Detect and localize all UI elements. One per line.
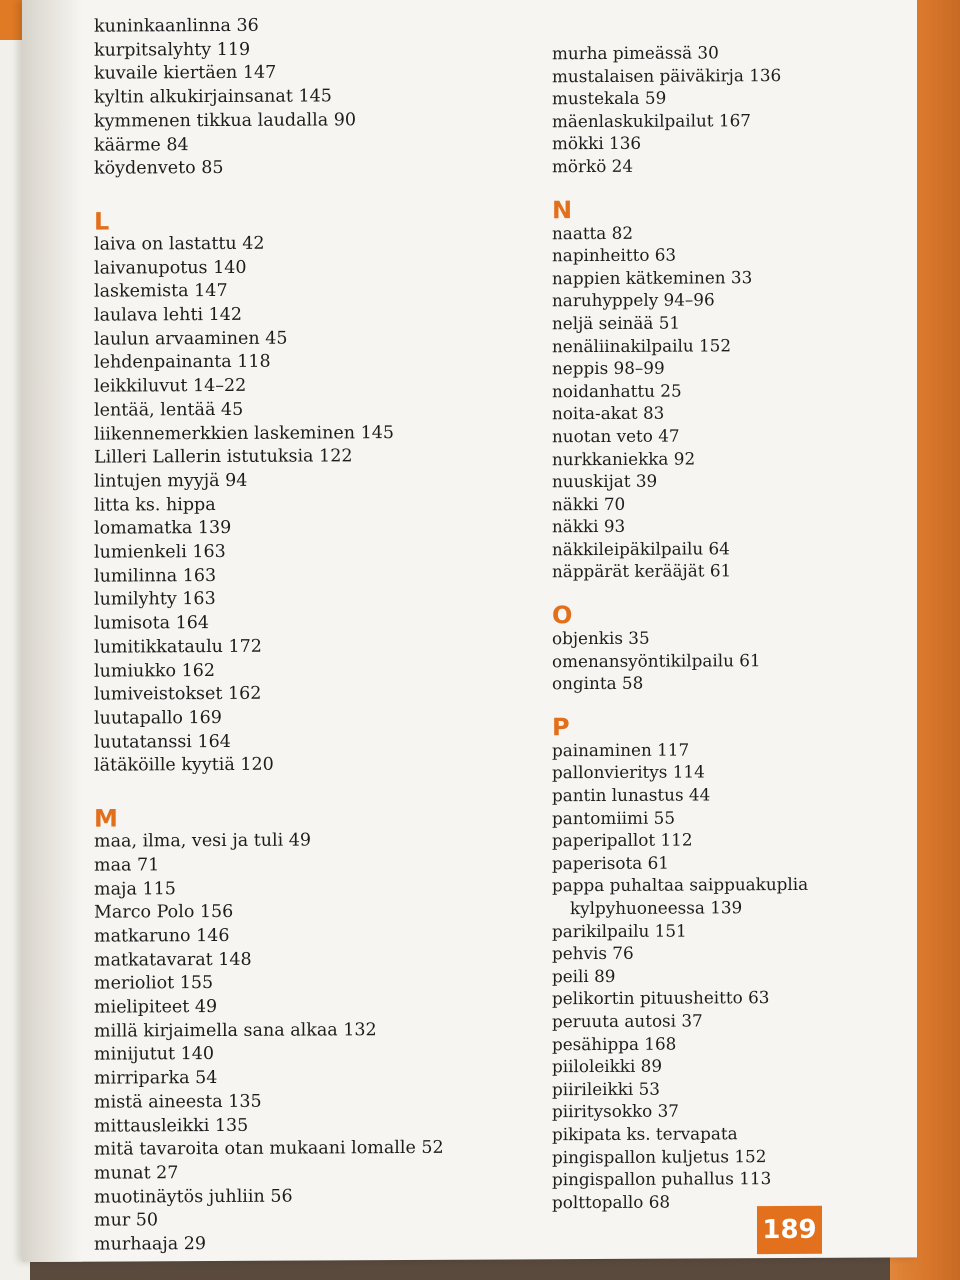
section-letter: O: [552, 601, 573, 630]
index-entry: kylpyhuoneessa 139: [570, 897, 743, 919]
index-entry: munat 27: [94, 1163, 179, 1184]
index-section: [552, 602, 882, 696]
index-entry: omenansyöntikilpailu 61: [552, 649, 761, 671]
index-entry: merioliot 155: [94, 973, 214, 994]
index-entry: mörkö 24: [552, 155, 633, 177]
index-entry: pantomiimi 55: [552, 807, 676, 828]
index-entry-list: [552, 40, 882, 177]
index-entry: näkki 93: [552, 516, 626, 537]
index-entry: litta ks. hippa: [94, 494, 216, 516]
index-entry: matkatavarat 148: [94, 949, 252, 971]
index-entry: laskemista 147: [94, 281, 228, 302]
index-entry: Marco Polo 156: [94, 902, 234, 923]
index-entry: kyltin alkukirjainsanat 145: [94, 86, 332, 108]
index-entry: millä kirjaimella sana alkaa 132: [94, 1019, 377, 1042]
index-entry: maa 71: [94, 855, 160, 876]
index-entry: laulava lehti 142: [94, 304, 243, 326]
index-entry: peili 89: [552, 965, 616, 987]
index-entry-list: [552, 220, 882, 583]
index-entry: pingispallon puhallus 113: [552, 1168, 772, 1190]
index-entry: lumienkeli 163: [94, 541, 226, 563]
index-entry: laulun arvaaminen 45: [94, 328, 288, 350]
index-entry: pallonvieritys 114: [552, 761, 705, 783]
index-entry: noita-akat 83: [552, 402, 665, 424]
index-entry: köydenveto 85: [94, 158, 224, 179]
index-entry: mistä aineesta 135: [94, 1091, 262, 1113]
section-letter: M: [94, 804, 118, 833]
index-entry: pappa puhaltaa saippuakuplia: [552, 874, 809, 896]
index-entry: paperisota 61: [552, 852, 669, 874]
index-column-right: [552, 40, 882, 1213]
index-entry: käärme 84: [94, 134, 189, 156]
index-entry-list: [94, 828, 524, 1257]
index-entry: lumilyhty 163: [94, 589, 216, 611]
index-entry: mustalaisen päiväkirja 136: [552, 64, 782, 86]
index-entry: luutatanssi 164: [94, 731, 231, 753]
index-entry: napinheitto 63: [552, 244, 677, 266]
index-entry: lumisota 164: [94, 613, 210, 634]
index-entry: lumiveistokset 162: [94, 684, 262, 705]
index-entry: naruhyppely 94–96: [552, 289, 715, 311]
index-entry: murha pimeässä 30: [552, 42, 719, 64]
index-entry: murhaaja 29: [94, 1234, 207, 1255]
index-entry: pelikortin pituusheitto 63: [552, 987, 770, 1009]
index-entry: näkki 70: [552, 493, 626, 514]
index-section: [552, 196, 882, 583]
index-entry: lumiukko 162: [94, 660, 216, 682]
index-entry: onginta 58: [552, 672, 644, 694]
index-entry: pantin lunastus 44: [552, 784, 711, 806]
index-entry: pesähippa 168: [552, 1033, 677, 1054]
index-entry: laiva on lastattu 42: [94, 233, 265, 255]
section-letter: P: [552, 712, 570, 742]
index-entry: nenäliinakilpailu 152: [552, 334, 732, 356]
index-section: [94, 207, 524, 778]
index-section: [552, 40, 882, 177]
index-entry: parikilpailu 151: [552, 920, 687, 941]
index-entry: mittausleikki 135: [94, 1115, 249, 1137]
index-entry: lumitikkataulu 172: [94, 636, 262, 658]
index-section: [94, 13, 524, 181]
index-entry: piirileikki 53: [552, 1078, 660, 1099]
index-entry: piiritysokko 37: [552, 1100, 679, 1122]
index-entry-list: [94, 13, 524, 181]
index-entry: paperipallot 112: [552, 829, 693, 851]
index-entry: nappien kätkeminen 33: [552, 266, 753, 288]
index-entry: nuotan veto 47: [552, 425, 680, 447]
index-entry: objenkis 35: [552, 627, 650, 649]
index-entry: kymmenen tikkua laudalla 90: [94, 110, 356, 132]
page-number: 189: [757, 1206, 822, 1254]
index-entry: kuvaile kiertäen 147: [94, 63, 277, 85]
index-entry: laivanupotus 140: [94, 257, 247, 279]
index-entry: liikennemerkkien laskeminen 145: [94, 422, 394, 445]
index-entry: lintujen myyjä 94: [94, 470, 248, 492]
index-entry: näppärät kerääjät 61: [552, 560, 732, 582]
index-entry: kuninkaanlinna 36: [94, 15, 259, 37]
index-entry: neljä seinää 51: [552, 312, 681, 334]
index-entry: nurkkaniekka 92: [552, 447, 696, 469]
index-entry: naatta 82: [552, 222, 633, 243]
index-entry: Lilleri Lallerin istutuksia 122: [94, 446, 353, 468]
section-letter: L: [94, 207, 110, 236]
index-entry: mirriparka 54: [94, 1068, 218, 1089]
index-entry: pehvis 76: [552, 942, 634, 964]
index-page: [22, 0, 917, 1262]
index-entry: pingispallon kuljetus 152: [552, 1145, 767, 1167]
index-entry: luutapallo 169: [94, 707, 222, 729]
index-entry: mäenlaskukilpailut 167: [552, 109, 751, 132]
index-entry: pikipata ks. tervapata: [552, 1123, 738, 1145]
index-entry: mustekala 59: [552, 87, 667, 109]
index-entry: painaminen 117: [552, 739, 690, 761]
index-entry: minijutut 140: [94, 1044, 215, 1066]
index-entry: piiloleikki 89: [552, 1055, 663, 1077]
index-entry: mur 50: [94, 1210, 159, 1231]
index-entry-list: [552, 626, 882, 696]
page-gutter: [22, 0, 82, 1262]
index-entry: lumilinna 163: [94, 565, 217, 587]
index-entry: maa, ilma, vesi ja tuli 49: [94, 830, 312, 852]
index-entry: lentää, lentää 45: [94, 399, 244, 421]
index-entry: maja 115: [94, 878, 176, 900]
index-entry: mitä tavaroita otan mukaani lomalle 52: [94, 1138, 444, 1160]
index-entry: neppis 98–99: [552, 357, 665, 379]
index-entry: noidanhattu 25: [552, 380, 682, 401]
section-letter: N: [552, 195, 573, 224]
index-entry: muotinäytös juhliin 56: [94, 1186, 293, 1208]
index-entry: lehdenpainanta 118: [94, 352, 271, 374]
index-entry: mökki 136: [552, 133, 642, 154]
index-entry: nuuskijat 39: [552, 470, 658, 492]
index-entry: kurpitsalyhty 119: [94, 39, 251, 61]
index-entry: polttopallo 68: [552, 1191, 671, 1212]
index-section: [94, 804, 524, 1257]
index-entry-list: [94, 231, 524, 778]
index-entry: mielipiteet 49: [94, 996, 218, 1018]
index-entry: lätäköille kyytiä 120: [94, 755, 274, 777]
index-entry: matkaruno 146: [94, 925, 230, 947]
index-entry: leikkiluvut 14–22: [94, 375, 247, 397]
index-entry: näkkileipäkilpailu 64: [552, 538, 730, 560]
index-entry-list: [552, 737, 882, 1213]
index-entry: peruuta autosi 37: [552, 1010, 703, 1032]
index-section: [552, 713, 882, 1213]
index-column-left: [94, 13, 524, 1257]
index-entry: lomamatka 139: [94, 518, 232, 539]
